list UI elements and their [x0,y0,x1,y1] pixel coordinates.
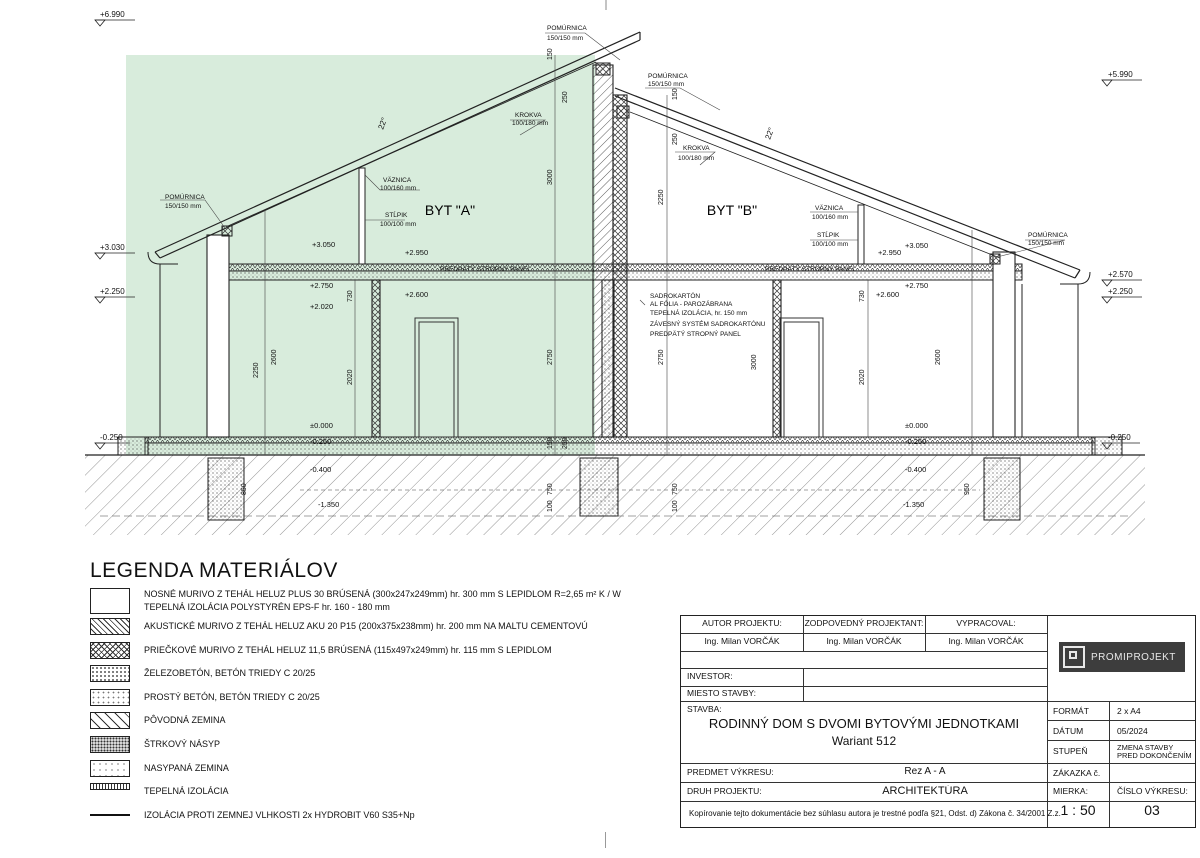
legend-swatch [90,712,130,729]
dim-a-150: 150 [547,48,554,60]
note-krokva-b-dim: 100/180 mm [678,155,715,162]
building-title: RODINNÝ DOM S DVOMI BYTOVÝMI JEDNOTKAMI [708,716,1020,731]
sheet-label: ČÍSLO VÝKRESU: [1117,786,1188,796]
legend-swatch [90,689,130,706]
legend-list [90,588,670,830]
dim-b-250: 250 [672,133,679,145]
sheet-value: 03 [1144,802,1160,818]
legend-item-label: NOSNÉ MURIVO Z TEHÁL HELUZ PLUS 30 BRÚSENÁ (300x247x249mm) hr. 300 mm S LEPIDLOM R=2,65 m² K / W [144,589,621,599]
note-panel-b: PREDPÄTÝ STROPNÝ PANEL [765,266,856,273]
level-a-beam: +2.750 [310,281,334,290]
legend-item [90,588,670,618]
note-stlpik-a: STĹPIK [385,212,408,219]
dim-a-2020: 2020 [347,369,354,385]
note-angle-b: 22° [763,126,777,141]
note-pomurnica-left: POMÚRNICA [165,194,205,201]
level-left-eave-upper: +3.030 [100,243,125,252]
date-label: DÁTUM [1053,726,1084,736]
note-composition-1: SADROKARTÓN [650,293,701,300]
resp-label: ZODPOVEDNÝ PROJEKTANT: [804,618,924,628]
stage-label: STUPEŇ [1053,746,1088,756]
level-top-right: +5.990 [1108,70,1133,79]
dim-b-950: 950 [964,483,971,495]
level-a-panel: +2.950 [405,248,429,257]
stage-value-2: PRED DOKONČENÍM [1117,751,1192,760]
level-b-under: -0.250 [905,437,927,446]
dim-a-150b: 150 [547,437,554,449]
level-a-ceiling: +3.050 [312,240,336,249]
legend-item [90,665,670,689]
level-a-under: -0.250 [310,437,332,446]
floor-slab [118,437,1122,455]
dim-b-750: 750 [672,483,679,495]
site-label: MIESTO STAVBY: [687,688,756,698]
dim-b-3000: 3000 [751,354,758,370]
dim-a-250b: 250 [562,437,569,449]
legend-item-label: TEPELNÁ IZOLÁCIA [144,786,229,797]
legend-item-label: AKUSTICKÉ MURIVO Z TEHÁL HELUZ AKU 20 P15 (200x375x238mm) hr. 200 mm NA MALTU CEMENTOVÚ [144,621,588,631]
prep-name: Ing. Milan VORČÁK [948,636,1024,646]
dim-b-850: 850 [241,483,248,495]
materials-legend [90,558,670,830]
level-a-footing: -1.350 [318,500,340,509]
date-value: 05/2024 [1117,726,1148,736]
legend-item-label: ŽELEZOBETÓN, BETÓN TRIEDY C 20/25 [144,668,316,679]
note-stlpik-b-dim: 100/100 mm [812,241,849,248]
investor-label: INVESTOR: [687,671,733,681]
dim-b-100: 100 [672,500,679,512]
note-pomurnica-top-a-dim: 150/150 mm [547,35,584,42]
legend-item-label: PÔVODNÁ ZEMINA [144,715,226,726]
legend-item-label: ŠTRKOVÝ NÁSYP [144,738,221,749]
author-name: Ing. Milan VORČÁK [704,636,780,646]
dim-b-150: 150 [672,88,679,100]
note-vaznica-a: VÄZNICA [383,177,412,184]
level-a-found: -0.400 [310,465,332,474]
level-a-floor: ±0.000 [310,421,333,430]
legend-swatch [90,665,130,682]
legend-item-label: PRIEČKOVÉ MURIVO Z TEHÁL HELUZ 11,5 BRÚSENÁ (115x497x249mm) hr. 115 mm S LEPIDLOM [144,644,552,655]
dim-a-100: 100 [547,500,554,512]
scale-label: MIERKA: [1053,786,1088,796]
note-pomurnica-left-dim: 150/150 mm [165,203,202,210]
legend-swatch [90,642,130,659]
level-right-eave-lower: +2.250 [1108,287,1133,296]
unit-a-label: BYT "A" [424,202,476,218]
legend-swatch [90,783,130,790]
dim-a-730: 730 [347,290,354,302]
level-a-lintel: +2.020 [310,302,334,311]
level-b-floor: ±0.000 [905,421,928,430]
subject-label: PREDMET VÝKRESU: [687,767,774,777]
level-b-beam: +2.750 [905,281,929,290]
note-pomurnica-right-dim: 150/150 mm [1028,240,1065,247]
level-b-footing: -1.350 [903,500,925,509]
stage-value-1: ZMENA STAVBY [1117,743,1174,752]
note-stlpik-a-dim: 100/100 mm [380,221,417,228]
prep-label: VYPRACOVAL: [956,618,1016,628]
dim-a-3000: 3000 [547,169,554,185]
title-block [680,615,1196,828]
note-stlpik-b: STĹPIK [817,232,840,239]
legend-item [90,689,670,713]
legend-item [90,712,670,736]
level-a-room: +2.600 [405,290,429,299]
level-right-eave-upper: +2.570 [1108,270,1133,279]
note-vaznica-a-dim: 100/160 mm [380,185,417,192]
type-value: ARCHITEKTÚRA [882,785,968,797]
resp-name: Ing. Milan VORČÁK [826,636,902,646]
building-label: STAVBA: [687,704,722,714]
level-b-panel: +2.950 [878,248,902,257]
note-composition-3: TEPELNÁ IZOLÁCIA, hr. 150 mm [650,310,748,317]
dim-a-2250: 2250 [253,362,260,378]
level-left-eave-lower: +2.250 [100,287,125,296]
logo-text: PROMIPROJEKT [1091,651,1176,663]
format-value: 2 x A4 [1117,706,1141,716]
note-krokva-b: KROKVA [683,145,710,152]
dim-a-750: 750 [547,483,554,495]
bottom-fold-mark [605,832,606,848]
legend-swatch [90,807,130,824]
legend-item-label-2: TEPELNÁ IZOLÁCIA POLYSTYRÉN EPS-F hr. 160 - 180 mm [144,602,390,612]
legend-swatch [90,618,130,635]
legend-item [90,760,670,784]
dim-b-2250: 2250 [658,189,665,205]
dim-b-730: 730 [859,290,866,302]
dim-b-2020: 2020 [859,369,866,385]
note-krokva-a: KROKVA [515,112,542,119]
legend-item [90,618,670,642]
company-logo [1059,642,1185,672]
order-label: ZÁKAZKA č. [1053,768,1101,778]
level-ground-right: -0.250 [1108,433,1131,442]
level-b-ceiling: +3.050 [905,241,929,250]
level-b-room: +2.600 [876,290,900,299]
note-composition-2: AL FÓLIA - PAROZÁBRANA [650,301,733,308]
note-pomurnica-top-a: POMÚRNICA [547,25,587,32]
legend-item [90,736,670,760]
note-pomurnica-right: POMÚRNICA [1028,232,1068,239]
level-top-left: +6.990 [100,10,125,19]
author-label: AUTOR PROJEKTU: [702,618,782,628]
note-pomurnica-top-b: POMÚRNICA [648,73,688,80]
legend-swatch [90,736,130,753]
subject-value: Rez A - A [904,766,946,777]
note-pomurnica-top-b-dim: 150/150 mm [648,81,685,88]
note-krokva-a-dim: 100/180 mm [512,120,549,127]
copyright-note: Kopírovanie tejto dokumentácie bez súhlasu autora je trestné podľa §21, Odst. d) Zákona č. 34/2001 Z.z. [689,809,1061,818]
building-variant: Wariant 512 [831,734,897,748]
note-angle-a: 22° [376,116,390,131]
format-label: FORMÁT [1053,706,1089,716]
dim-a-250: 250 [562,91,569,103]
type-label: DRUH PROJEKTU: [687,786,762,796]
unit-b-label: BYT "B" [706,202,758,218]
note-vaznica-b: VÄZNICA [815,205,844,212]
note-composition-4: ZÁVESNÝ SYSTÉM SADROKARTÓNU [650,321,766,328]
legend-swatch [90,588,130,614]
legend-item [90,642,670,666]
dim-b-2750: 2750 [658,349,665,365]
legend-item-label: PROSTÝ BETÓN, BETÓN TRIEDY C 20/25 [144,691,320,702]
dim-b-2600: 2600 [935,349,942,365]
logo-mark-icon [1063,646,1085,668]
dim-a-2600: 2600 [271,349,278,365]
note-panel-a: PREDPÄTÝ STROPNÝ PANEL [440,266,531,273]
scale-value: 1 : 50 [1060,802,1096,818]
legend-swatch [90,760,130,777]
note-vaznica-b-dim: 100/160 mm [812,214,849,221]
legend-title: LEGENDA MATERIÁLOV [90,559,338,582]
level-b-found: -0.400 [905,465,927,474]
legend-item [90,783,670,807]
legend-item-label: NASYPANÁ ZEMINA [144,762,229,773]
legend-item [90,807,670,831]
legend-item-label: IZOLÁCIA PROTI ZEMNEJ VLHKOSTI 2x HYDROBIT V60 S35+Np [144,809,415,820]
note-composition-5: PREDPÄTÝ STROPNÝ PANEL [650,331,741,338]
roof-b [615,88,1080,278]
dim-a-2750: 2750 [547,349,554,365]
level-ground-left: -0.250 [100,433,123,442]
